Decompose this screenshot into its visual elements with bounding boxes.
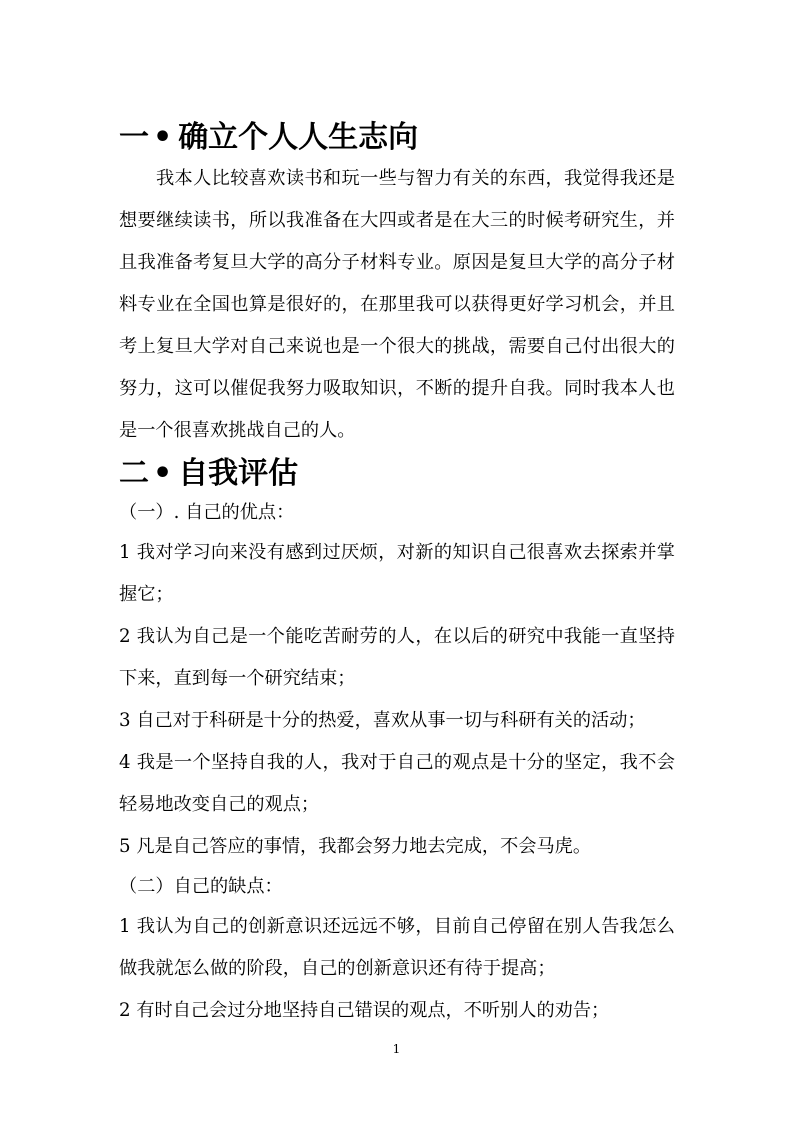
strength-item: 2 我认为自己是一个能吃苦耐劳的人，在以后的研究中我能一直坚持下来，直到每一个研究结束； (119, 626, 675, 689)
section-1-heading (119, 118, 675, 158)
section-2-number: 二 (119, 456, 149, 491)
strength-item: 4 我是一个坚持自我的人，我对于自己的观点是十分的坚定，我不会轻易地改变自己的观点； (119, 752, 675, 815)
section-1-title: 确立个人人生志向 (178, 120, 419, 155)
page-number: 1 (392, 1042, 401, 1056)
strength-item: 5 凡是自己答应的事情，我都会努力地去完成，不会马虎。 (119, 836, 592, 857)
section-1-bullet: • (153, 120, 173, 155)
section-2-title: 自我评估 (178, 456, 299, 491)
weakness-item: 1 我认为自己的创新意识还远远不够，目前自己停留在别人告我怎么做我就怎么做的阶段，自己的创新意识还有待于提高； (119, 916, 675, 979)
strength-item: 1 我对学习向来没有感到过厌烦，对新的知识自己很喜欢去探索并掌握它； (119, 542, 675, 605)
section-2-bullet: • (153, 456, 173, 491)
page-content (119, 118, 675, 1032)
section-1-paragraph: 我本人比较喜欢读书和玩一些与智力有关的东西，我觉得我还是想要继续读书，所以我准备在大四或者是在大三的时候考研究生，并且我准备考复旦大学的高分子材料专业。原因是复旦大学的高分子材料专业在全国也算是很好的，在那里我可以获得更好学习机会，并且考上复旦大学对自己来说也是一个很大的挑战，需要自己付出很大的努力，这可以催促我努力吸取知识，不断的提升自我。同时我本人也是一个很喜欢挑战自己的人。 (119, 168, 675, 441)
strength-item: 3 自己对于科研是十分的热爱，喜欢从事一切与科研有关的活动； (119, 710, 646, 731)
weaknesses-heading: （二）自己的缺点： (119, 876, 283, 897)
section-1-number: 一 (119, 120, 149, 155)
strengths-heading: （一）. 自己的优点： (119, 502, 295, 523)
weakness-item: 2 有时自己会过分地坚持自己错误的观点，不听别人的劝告； (119, 1000, 610, 1021)
section-2-heading (119, 454, 675, 494)
